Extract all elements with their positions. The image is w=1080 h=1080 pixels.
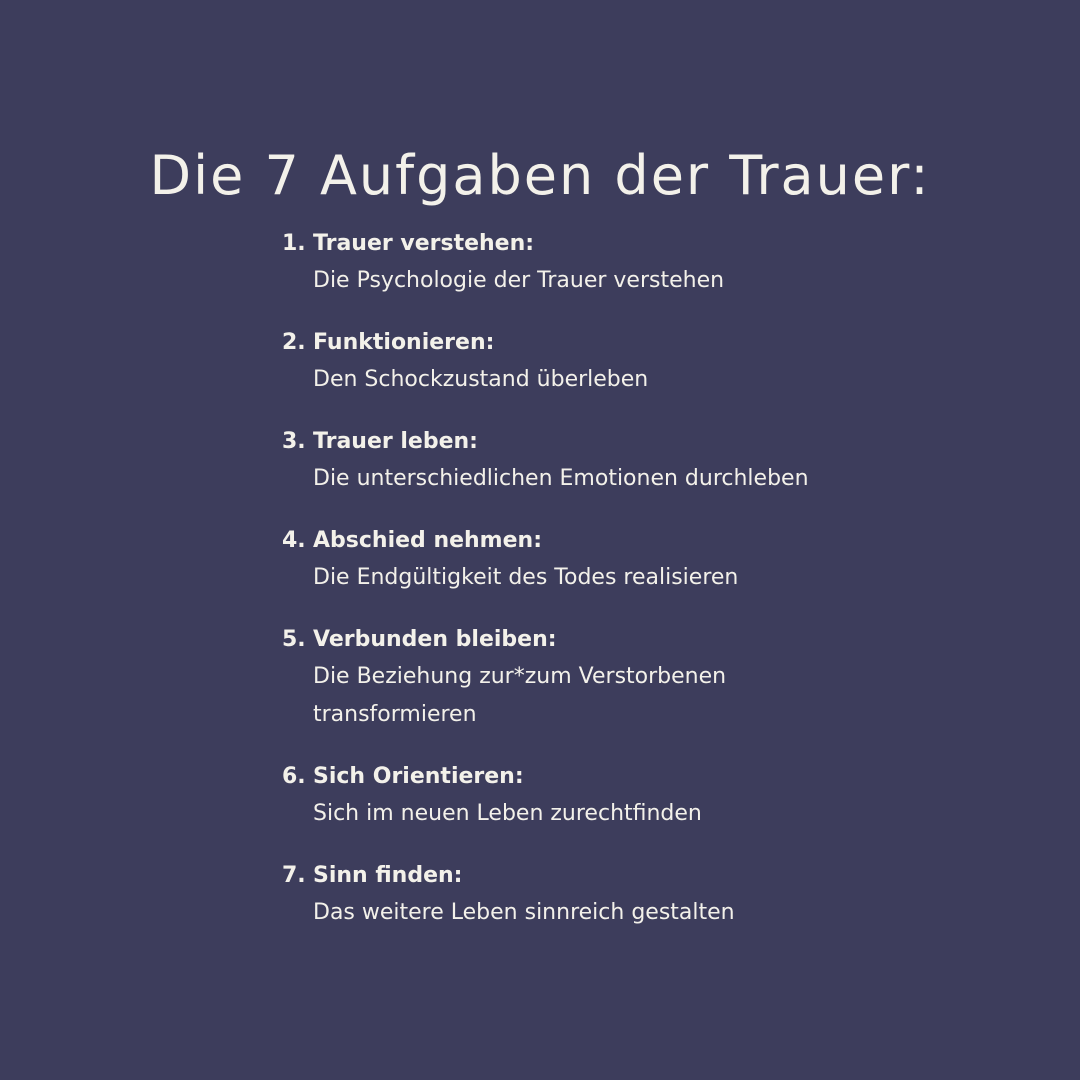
page-title: Die 7 Aufgaben der Trauer: <box>149 144 931 208</box>
list-item <box>282 424 882 498</box>
item-number: 1. <box>282 231 306 256</box>
list-item <box>282 858 882 932</box>
item-description: Den Schockzustand überleben <box>313 367 649 392</box>
list-item <box>282 325 882 399</box>
item-number: 4. <box>282 528 306 553</box>
list-item <box>282 759 882 833</box>
item-heading: Trauer leben: <box>313 429 478 454</box>
item-description: Die Psychologie der Trauer verstehen <box>313 268 725 293</box>
item-description: Das weitere Leben sinnreich gestalten <box>313 900 735 925</box>
list-item <box>282 226 882 300</box>
item-description: Die unterschiedlichen Emotionen durchleben <box>313 466 809 491</box>
item-number: 3. <box>282 429 306 454</box>
item-heading: Abschied nehmen: <box>313 528 542 553</box>
item-number: 6. <box>282 764 306 789</box>
item-description: Sich im neuen Leben zurechtfinden <box>313 801 702 826</box>
item-heading: Verbunden bleiben: <box>313 627 557 652</box>
task-list <box>282 226 882 957</box>
list-item <box>282 622 882 734</box>
item-number: 7. <box>282 863 306 888</box>
item-description: Die Beziehung zur*zum Verstorbenen transformieren <box>313 664 727 727</box>
list-item <box>282 523 882 597</box>
item-description: Die Endgültigkeit des Todes realisieren <box>313 565 739 590</box>
item-number: 5. <box>282 627 306 652</box>
item-heading: Trauer verstehen: <box>313 231 535 256</box>
item-heading: Funktionieren: <box>313 330 495 355</box>
item-heading: Sinn finden: <box>313 863 463 888</box>
item-number: 2. <box>282 330 306 355</box>
item-heading: Sich Orientieren: <box>313 764 524 789</box>
